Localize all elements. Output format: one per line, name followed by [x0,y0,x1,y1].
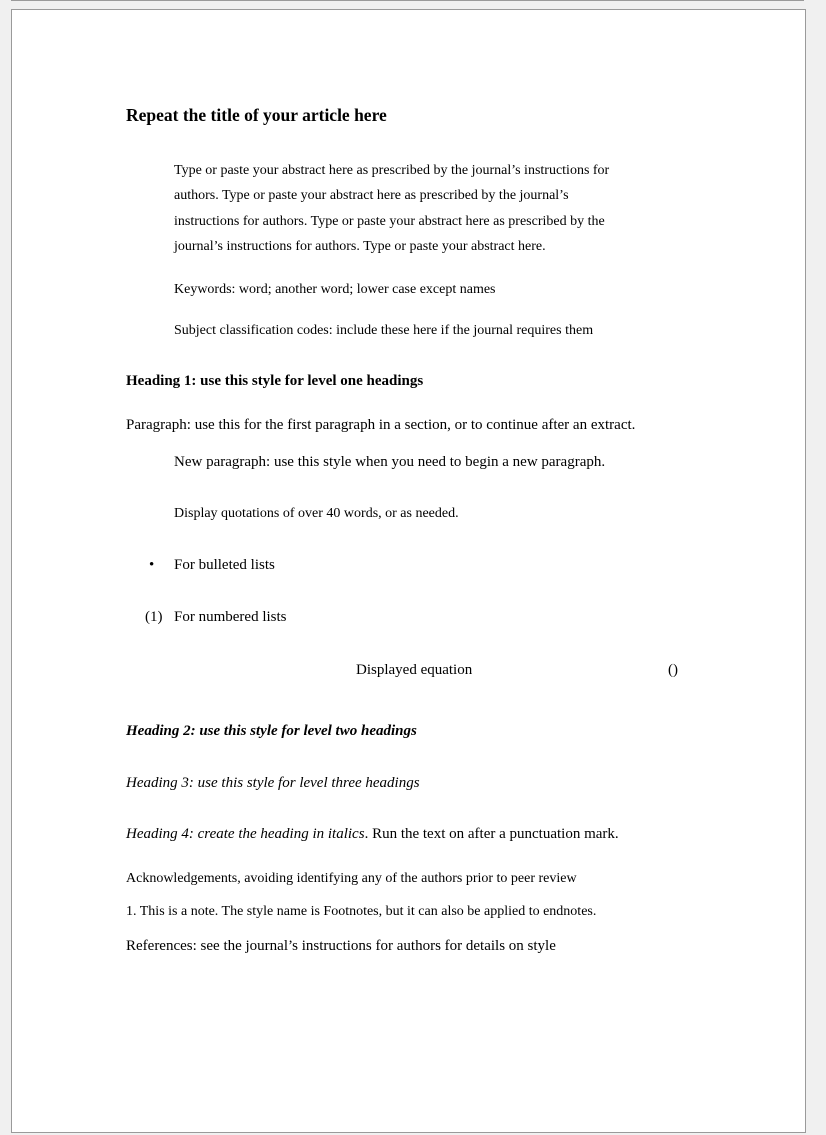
keywords[interactable]: Keywords: word; another word; lower case except names [174,282,496,297]
abstract-line: authors. Type or paste your abstract here as prescribed by the journal’s [174,188,569,204]
article-title[interactable]: Repeat the title of your article here [126,105,387,125]
heading-level-1[interactable]: Heading 1: use this style for level one headings [126,373,424,389]
acknowledgements[interactable]: Acknowledgements, avoiding identifying any of the authors prior to peer review [126,871,577,886]
numbered-list-marker: (1) [145,609,163,625]
numbered-list-item[interactable]: For numbered lists [174,609,287,625]
bulleted-list-item[interactable]: For bulleted lists [174,557,275,573]
equation-number: () [668,662,678,678]
document-page[interactable] [11,9,806,1133]
heading-level-4-italic: Heading 4: create the heading in italics [126,826,365,842]
displayed-equation[interactable]: Displayed equation [356,662,473,678]
footnote[interactable]: 1. This is a note. The style name is Footnotes, but it can also be applied to endnotes. [126,904,597,919]
display-quotation[interactable]: Display quotations of over 40 words, or as needed. [174,506,459,521]
abstract[interactable] [174,158,644,259]
abstract-line: instructions for authors. Type or paste your abstract here as prescribed by the [174,213,605,229]
abstract-line: Type or paste your abstract here as prescribed by the journal’s instructions for [174,163,610,178]
first-paragraph[interactable]: Paragraph: use this for the first paragraph in a section, or to continue after an extract. [126,417,636,433]
abstract-line: journal’s instructions for authors. Type or paste your abstract here. [174,238,546,254]
heading-level-3[interactable]: Heading 3: use this style for level three headings [126,775,420,791]
heading-level-4-run-on: . Run the text on after a punctuation mark. [364,826,619,842]
bullet-marker: • [149,557,155,573]
heading-level-4[interactable] [126,826,619,843]
references[interactable]: References: see the journal’s instructions for authors for details on style [126,938,556,954]
new-paragraph[interactable]: New paragraph: use this style when you need to begin a new paragraph. [174,454,606,470]
heading-level-2[interactable]: Heading 2: use this style for level two headings [126,723,417,739]
previous-page-edge [11,0,804,1]
subject-classification-codes[interactable]: Subject classification codes: include these here if the journal requires them [174,323,594,338]
